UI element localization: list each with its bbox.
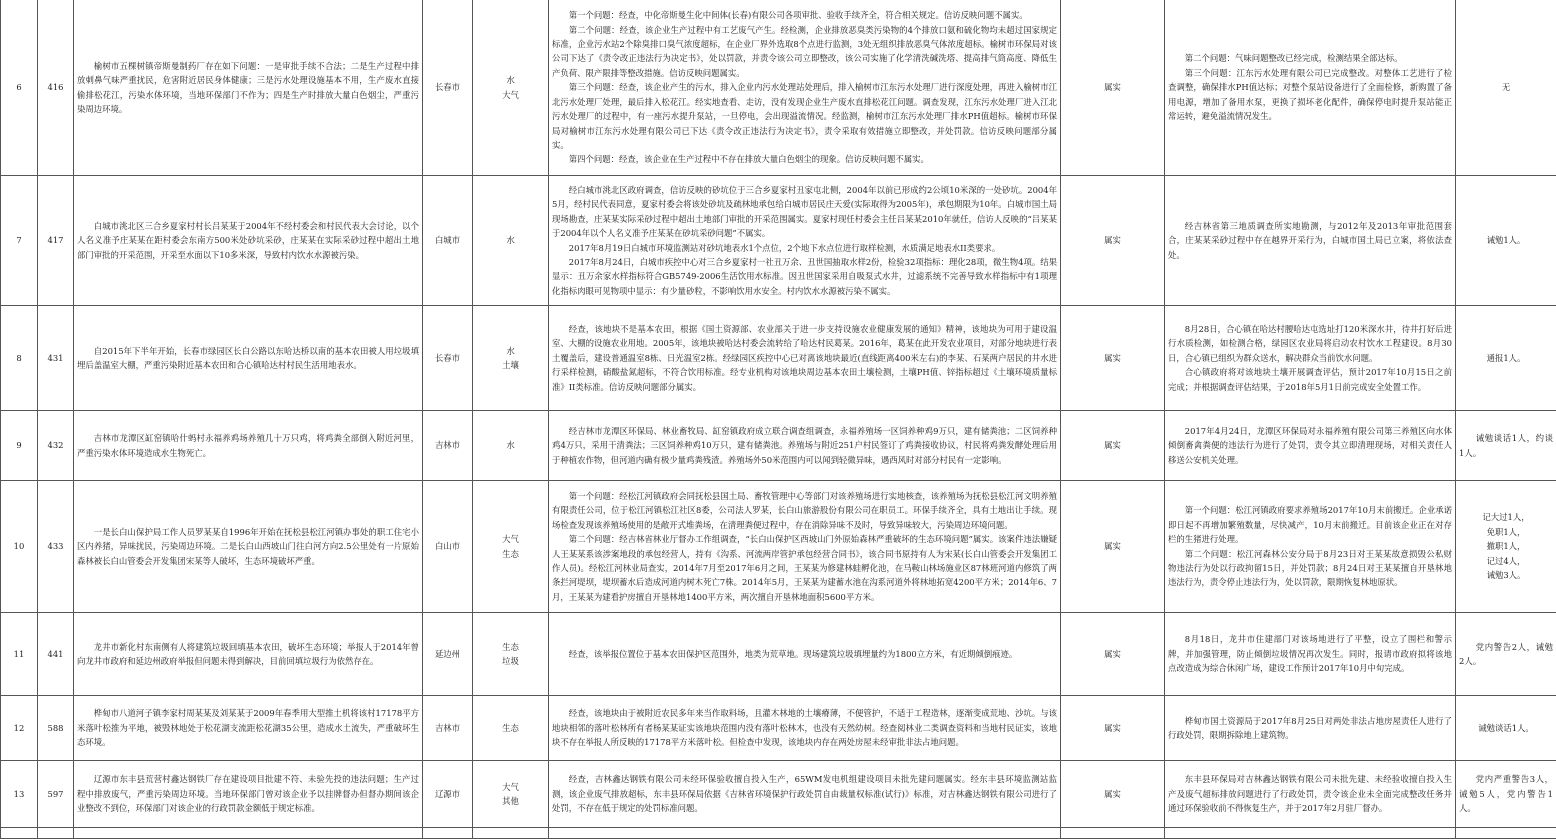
row-number: 6	[16, 82, 21, 92]
rectification-cell	[1165, 761, 1456, 828]
accountability-item: 诫勉谈话1人，约谈1人。	[1459, 431, 1553, 460]
seq-cell	[1, 761, 38, 828]
complaint-cell	[74, 761, 423, 828]
complaint-paragraph: 一是长白山保护局工作人员罗某某自1996年开始在抚松县松江河镇办事处的职工住宅小区内养猪，异味扰民，污染周边环境。二是长白山西坡山门往白河方向2.5公里处有一片原始森林被长白山管委会开发集团宋某等人破坏，生态环境破坏严重。	[77, 525, 419, 568]
table-row	[1, 176, 1556, 306]
verdict-cell	[1061, 176, 1165, 306]
seq-cell	[1, 176, 38, 306]
findings-cell	[549, 0, 1061, 176]
rectification-cell	[1165, 613, 1456, 696]
accountability-item: 撤职1人，	[1459, 539, 1553, 553]
city: 长春市	[435, 82, 460, 92]
pollution-type-cell	[473, 696, 549, 761]
verdict: 属实	[1104, 789, 1121, 799]
pollution-type: 其他	[476, 794, 545, 808]
complaint-cell	[74, 696, 423, 761]
pollution-type: 垃圾	[476, 654, 545, 668]
finding-paragraph: 第四个问题：经查，该企业在生产过程中不存在排放大量白色烟尘的现象。信访反映问题不属实。	[552, 152, 1057, 166]
case-id: 433	[48, 541, 64, 551]
table-row	[1, 0, 1556, 176]
verdict: 属实	[1104, 82, 1121, 92]
rectification-paragraph: 合心镇政府将对该地块土壤开展调查评估，预计2017年10月15日之前完成；并根据调查评估结果，于2018年5月1日前完成安全处置工作。	[1168, 365, 1452, 394]
complaint-cell	[74, 613, 423, 696]
table-row	[1, 613, 1556, 696]
table-row	[1, 761, 1556, 828]
complaint-paragraph: 自2015年下半年开始，长春市绿园区长白公路以东哈达桥以南的基本农田被人用垃圾填埋后盖温室大棚，严重污染附近基本农田和合心镇哈达村村民生活用地表水。	[77, 344, 419, 373]
pollution-type: 土壤	[476, 358, 545, 372]
pollution-type-cell	[473, 176, 549, 306]
rectification-paragraph: 8月18日，龙井市住建部门对该场地进行了平整，设立了围栏和警示牌，并加强管理，防止倾倒垃圾情况再次发生。同时，报请市政府拟将该地点改造成为综合休闲广场，建设工作预计2017年10月中旬完成。	[1168, 632, 1452, 675]
pollution-type: 水	[476, 233, 545, 247]
city: 长春市	[435, 353, 460, 363]
findings-cell	[549, 481, 1061, 613]
pollution-type-cell	[473, 306, 549, 411]
complaint-cell	[74, 176, 423, 306]
empty-cell	[423, 828, 473, 839]
accountability-cell	[1456, 696, 1556, 761]
city-cell	[423, 0, 473, 176]
row-number: 13	[14, 789, 25, 799]
accountability-item: 免职1人，	[1459, 525, 1553, 539]
pollution-type: 生态	[476, 547, 545, 561]
table-row	[1, 696, 1556, 761]
verdict: 属实	[1104, 235, 1121, 245]
empty-cell	[1061, 828, 1165, 839]
findings-cell	[549, 613, 1061, 696]
finding-paragraph: 2017年8月24日，白城市疾控中心对三合乡夏家村一社丑万余、丑世国抽取水样2份，检验32项指标：理化28项，微生物4项。结果显示：丑万余家水样指标符合GB5749-2006生活饮用水标准。因丑世国家采用自吸泵式水井，过滤系统不完善导致水样指标中有1项理化指标肉眼可见物项中显示：有少量砂粒，不影响饮用水安全。村内饮水水源被污染不属实。	[552, 255, 1057, 298]
complaint-paragraph: 桦甸市八道河子镇李家村周某某及刘某某于2009年春季用大型推土机将该村17178平方米落叶松推为平地，被毁林地处于松花湖支流距松花湖35公里，造成水土流失，严重破坏生态环境。	[77, 706, 419, 749]
pollution-type-cell	[473, 481, 549, 613]
case-id-cell	[38, 411, 74, 481]
pollution-type: 大气	[476, 780, 545, 794]
case-id-cell	[38, 696, 74, 761]
finding-paragraph: 经查，该举报位置位于基本农田保护区范围外，地类为荒草地。现场建筑垃圾填埋量约为1800立方米，有近期倾倒痕迹。	[552, 647, 1057, 661]
city: 白城市	[435, 235, 460, 245]
accountability-item: 诫勉3人。	[1459, 568, 1553, 582]
empty-cell	[1456, 828, 1556, 839]
table-body	[1, 0, 1556, 839]
findings-cell	[549, 306, 1061, 411]
table-row	[1, 411, 1556, 481]
verdict: 属实	[1104, 353, 1121, 363]
rectification-paragraph: 8月28日，合心镇在哈达村腰哈达屯选址打120米深水井，待井打好后进行水质检测，如检测合格，绿园区农业局将启动农村饮水工程建设。8月30日，合心镇已组织为群众送水，解决群众当前饮水问题。	[1168, 322, 1452, 365]
case-id: 432	[48, 440, 64, 450]
city: 吉林市	[435, 440, 460, 450]
finding-paragraph: 第一个问题：经查，中化帝斯曼生化中间体(长春)有限公司各项审批、验收手续齐全，符合相关规定。信访反映问题不属实。	[552, 8, 1057, 22]
pollution-type: 大气	[476, 88, 545, 102]
rectification-paragraph: 第一个问题：松江河镇政府要求养殖场2017年10月末前搬迁。企业承诺即日起不再增加繁殖数量，尽快减产，10月末前搬迁。目前该企业正在对存栏的生猪进行处理。	[1168, 503, 1452, 546]
row-number: 12	[14, 723, 25, 733]
complaint-paragraph: 吉林市龙潭区缸窑镇哈什蚂村永福养鸡场养殖几十万只鸡，将鸡粪全部倒入附近河里，严重污染水体环境造成水生物死亡。	[77, 431, 419, 460]
case-id: 431	[48, 353, 64, 363]
accountability-cell	[1456, 0, 1556, 176]
verdict-cell	[1061, 411, 1165, 481]
pollution-type-cell	[473, 761, 549, 828]
city-cell	[423, 481, 473, 613]
seq-cell	[1, 481, 38, 613]
finding-paragraph: 经查，该地块不是基本农田，根据《国土资源部、农业部关于进一步支持设施农业健康发展的通知》精神，该地块为可用于建设温室、大棚的设施农业用地。2005年，该地块被哈达村委会流转给了哈达村民葛某。2016年，葛某在此开发农业项目，对部分地块进行表土覆盖后，建设普通温室8栋、日光温室2栋。经绿园区疾控中心已对离该地块最近(直线距离400米左右)的李某、石某两户居民的井水进行采样检测，硝酸盐氮超标，不符合饮用标准。经专业机构对该地块周边基本农田土壤检测，土壤PH值、锌指标超过《土壤环境质量标准》II类标准。信访反映问题部分属实。	[552, 322, 1057, 394]
pollution-type: 水	[476, 438, 545, 452]
empty-cell	[1, 828, 38, 839]
accountability-cell	[1456, 176, 1556, 306]
accountability-item: 党内警告2人，诫勉2人。	[1459, 640, 1553, 669]
rectification-cell	[1165, 306, 1456, 411]
rectification-cell	[1165, 696, 1456, 761]
case-id: 416	[48, 82, 64, 92]
empty-cell	[549, 828, 1061, 839]
complaint-paragraph: 龙井市新化村东南侧有人将建筑垃圾回填基本农田，破坏生态环境；举报人于2014年曾向龙井市政府和延边州政府举报但问题未得到解决，目前回填垃圾行为依然存在。	[77, 640, 419, 669]
rectification-cell	[1165, 481, 1456, 613]
city: 延边州	[435, 649, 460, 659]
complaint-paragraph: 榆树市五棵树镇帝斯曼制药厂存在如下问题：一是审批手续不合法；二是生产过程中排放刺鼻气味严重扰民，危害附近居民身体健康；三是污水处理设施基本不用，生产废水直接偷排松花江，污染水体环境，当地环保部门不作为；四是生产时排放大量白色烟尘，严重污染周边环境。	[77, 59, 419, 117]
accountability-item: 记过4人，	[1459, 554, 1553, 568]
case-id: 417	[48, 235, 64, 245]
verdict-cell	[1061, 696, 1165, 761]
complaint-cell	[74, 481, 423, 613]
rectification-paragraph: 东丰县环保局对吉林鑫达钢铁有限公司未批先建、未经验收擅自投入生产及废气超标排放问题进行了行政处罚，责令该企业未全面完成整改任务并通过环保验收前不得恢复生产，并于2017年2月驻厂督办。	[1168, 772, 1452, 815]
verdict-cell	[1061, 481, 1165, 613]
pollution-type-cell	[473, 411, 549, 481]
empty-cell	[1165, 828, 1456, 839]
verdict-cell	[1061, 761, 1165, 828]
finding-paragraph: 2017年8月19日白城市环境监测站对砂坑地表水1个点位，2个地下水点位进行取样检测，水质满足地表水II类要求。	[552, 241, 1057, 255]
row-number: 10	[14, 541, 25, 551]
rectification-cell	[1165, 176, 1456, 306]
city: 白山市	[435, 541, 460, 551]
finding-paragraph: 第三个问题：经查，该企业产生的污水，排入企业内污水处理站处理后，排入榆树市江东污水处理厂进行深度处理，再进入榆树市江北污水处理厂处理，最后排入松花江。经实地查看、走访，没有发现企业生产废水直排松花江问题。调查发现，江东污水处理厂进入江北污水处理厂的过程中，有一座污水提升泵站，一旦停电，会出现溢流情况。经监测，榆树市江东污水处理厂排水PH值超标。榆树市环保局对榆树市江东污水处理有限公司已下达《责令改正违法行为决定书》，责令采取有效措施立即整改，并处罚款。信访反映问题部分属实。	[552, 80, 1057, 152]
accountability-cell	[1456, 411, 1556, 481]
case-id: 588	[48, 723, 64, 733]
case-id-cell	[38, 176, 74, 306]
table-row	[1, 481, 1556, 613]
seq-cell	[1, 0, 38, 176]
finding-paragraph: 经吉林市龙潭区环保局、林业畜牧局、缸窑镇政府成立联合调查组调查，永福养殖场一区饲养种鸡9万只，建有储粪池；二区饲养种鸡4万只，采用干清粪法；三区饲养种鸡10万只，建有储粪池。养殖场与附近251户村民签订了鸡粪接收协议，村民将鸡粪发酵处理后用于种植农作物，但河道内确有极少量鸡粪残渣。养殖场外50米范围内可以闻到轻微异味，遇西风时对部分村民有一定影响。	[552, 424, 1057, 467]
complaint-cell	[74, 306, 423, 411]
case-id-cell	[38, 0, 74, 176]
row-number: 9	[16, 440, 21, 450]
rectification-cell	[1165, 411, 1456, 481]
accountability-item: 无	[1459, 80, 1553, 94]
complaint-paragraph: 辽源市东丰县荒营村鑫达钢铁厂存在建设项目批建不符、未验先投的违法问题；生产过程中排放废气，严重污染周边环境。当地环保部门曾对该企业予以挂牌督办但督办期间该企业整改不到位，环保部门对该企业的行政罚款金额低于规定标准。	[77, 772, 419, 815]
findings-cell	[549, 696, 1061, 761]
accountability-item: 通报1人。	[1459, 351, 1553, 365]
accountability-item: 党内严重警告3人，诫勉5人，党内警告1人。	[1459, 772, 1553, 815]
rectification-paragraph: 2017年4月24日，龙潭区环保局对永福养殖有限公司第三养殖区向水体倾倒畜禽粪便的违法行为进行了处罚，责令其立即清理现场，对相关责任人移送公安机关处理。	[1168, 424, 1452, 467]
complaint-cell	[74, 0, 423, 176]
rectification-paragraph: 第二个问题：气味问题整改已经完成，检测结果全部达标。	[1168, 51, 1452, 65]
complaint-cell	[74, 411, 423, 481]
accountability-item: 记大过1人，	[1459, 510, 1553, 524]
verdict-cell	[1061, 0, 1165, 176]
seq-cell	[1, 696, 38, 761]
accountability-cell	[1456, 306, 1556, 411]
rectification-paragraph: 桦甸市国土资源局于2017年8月25日对两处非法占地房屋责任人进行了行政处罚，限期拆除地上建筑物。	[1168, 714, 1452, 743]
case-id-cell	[38, 761, 74, 828]
table-row	[1, 306, 1556, 411]
pollution-type: 水	[476, 344, 545, 358]
finding-paragraph: 经白城市洮北区政府调查，信访反映的砂坑位于三合乡夏家村丑家屯北侧，2004年以前已形成约2公顷10米深的一处砂坑。2004年5月，经村民代表同意，夏家村委会将该处砂坑及疏林地承包给白城市居民庄天爱(实际取得为2005年)，承包期限为10年。白城市国土局现场勘查，庄某某实际采砂过程中超出土地部门审批的开采范围属实。夏家村现任村委会主任吕某某2010年就任，信访人反映的“吕某某于2004年以个人名义准予庄某某在砂坑采砂问题”不属实。	[552, 183, 1057, 241]
accountability-cell	[1456, 481, 1556, 613]
finding-paragraph: 第二个问题：经吉林省林业厅督办工作组调查，“长白山保护区西坡山门外原始森林严重破坏的生态环境问题”属实。该案件违法嫌疑人王某某系该涉案地段的承包经营人，持有《沟系、河流两岸管护承包经营合同书》，该合同书原持有人为宋某(长白山管委会开发集团工作人员)。经松江河林业局查实，2014年7月至2017年6月之间，王某某为修建林蛙孵化池，在马鞍山林场施业区87林班河道内修筑了两条拦河堤坝，堤坝蓄水后造成河道内树木死亡7株。2014年5月，王某某为建蓄水池在沟系河道外将林地拓宽4200平方米；2014年6、7月，王某某为建看护房擅自开垦林地1400平方米，两次擅自开垦林地面积5600平方米。	[552, 532, 1057, 604]
rectification-paragraph: 第三个问题：江东污水处理有限公司已完成整改。对整体工艺进行了检查调整，确保排水PH值达标；对整个泵站设备进行了全面检修，新购置了备用电源，增加了备用水泵，更换了损坏老化配件，确保停电时提升泵站能正常运转，避免溢流情况发生。	[1168, 66, 1452, 124]
row-number: 7	[16, 235, 21, 245]
accountability-cell	[1456, 613, 1556, 696]
city: 辽源市	[435, 789, 460, 799]
complaint-paragraph: 白城市洮北区三合乡夏家村村长吕某某于2004年不经村委会和村民代表大会讨论，以个人名义准予庄某某在距村委会东南方500米处砂坑采砂，庄某某在实际采砂过程中超出土地部门审批的开采范围，开采至水面以下10多米深，导致村内饮水水源被污染。	[77, 219, 419, 262]
table-row-partial	[1, 828, 1556, 839]
city-cell	[423, 176, 473, 306]
seq-cell	[1, 411, 38, 481]
empty-cell	[38, 828, 74, 839]
finding-paragraph: 经查，吉林鑫达钢铁有限公司未经环保验收擅自投入生产，65WM发电机组建设项目未批先建问题属实。经东丰县环境监测站监测，该企业废气排放超标，东丰县环保局依据《吉林省环境保护行政处罚自由裁量权标准(试行)》标准，对吉林鑫达钢铁有限公司进行了处罚，不存在低于规定的处罚标准问题。	[552, 772, 1057, 815]
finding-paragraph: 第二个问题：经查，该企业生产过程中有工艺废气产生。经检测，企业排放恶臭类污染物的4个排放口氨和硫化物均未超过国家规定标准，企业污水站2个除臭排口臭气浓度超标，在企业厂界外选取8个点进行监测，3处无组织排放恶臭气体浓度超标。榆树市环保局对该公司下达了《责令改正违法行为决定书》，处以罚款，并责令该公司立即整改，该公司实施了化学清洗碱洗塔、提高排气筒高度、降低生产负荷、限产限排等整改措施。信访反映问题属实。	[552, 23, 1057, 81]
city-cell	[423, 613, 473, 696]
pollution-type: 生态	[476, 721, 545, 735]
rectification-cell	[1165, 0, 1456, 176]
case-id-cell	[38, 306, 74, 411]
pollution-type: 大气	[476, 532, 545, 546]
case-id-cell	[38, 613, 74, 696]
verdict: 属实	[1104, 440, 1121, 450]
pollution-type-cell	[473, 0, 549, 176]
city-cell	[423, 411, 473, 481]
rectification-paragraph: 第二个问题：松江河森林公安分局于8月23日对王某某故意损毁公私财物违法行为处以行政拘留15日，并处罚款；8月24日对王某某擅自开垦林地违法行为，责令停止违法行为，处以罚款，限期恢复林地原状。	[1168, 547, 1452, 590]
row-number: 8	[16, 353, 21, 363]
verdict-cell	[1061, 613, 1165, 696]
accountability-item: 诫勉谈话1人。	[1459, 721, 1553, 735]
findings-cell	[549, 411, 1061, 481]
finding-paragraph: 经查，该地块由于被附近农民多年来当作取料场，且灌木林地的土壤瘠薄，不便管护，不适于工程造林，逐渐变成荒地、沙坑。与该地块相邻的落叶松林所有者杨某某证实该地块范围内没有落叶松林木，也没有天然幼树。经查阅林业二类调查资料和当地村民证实，该地块不存在举报人所反映的17178平方米落叶松。但检查中发现，该地块内存在两处房屋未经审批非法占地问题。	[552, 706, 1057, 749]
empty-cell	[473, 828, 549, 839]
pollution-type-cell	[473, 613, 549, 696]
accountability-cell	[1456, 761, 1556, 828]
city-cell	[423, 306, 473, 411]
case-id: 441	[48, 649, 64, 659]
case-id-cell	[38, 481, 74, 613]
accountability-item: 诫勉1人。	[1459, 233, 1553, 247]
findings-cell	[549, 761, 1061, 828]
finding-paragraph: 第一个问题：经松江河镇政府会同抚松县国土局、畜牧管理中心等部门对该养殖场进行实地核查，该养殖场为抚松县松江河文明养殖有限责任公司，位于松江河镇松江社区8委，公司法人罗某，长白山旅游股份有限公司在职员工。环保手续齐全，具有土地出让手续。现场检查发现该养殖场使用的是敞开式堆粪场，在清理粪便过程中，存在消除异味不及时，导致异味较大，污染周边环境问题。	[552, 489, 1057, 532]
row-number: 11	[14, 649, 25, 659]
empty-cell	[74, 828, 423, 839]
city: 吉林市	[435, 723, 460, 733]
seq-cell	[1, 613, 38, 696]
verdict: 属实	[1104, 723, 1121, 733]
city-cell	[423, 761, 473, 828]
verdict-cell	[1061, 306, 1165, 411]
pollution-type: 生态	[476, 640, 545, 654]
case-id: 597	[48, 789, 64, 799]
pollution-type: 水	[476, 73, 545, 87]
verdict: 属实	[1104, 649, 1121, 659]
findings-cell	[549, 176, 1061, 306]
verdict: 属实	[1104, 541, 1121, 551]
city-cell	[423, 696, 473, 761]
rectification-paragraph: 经吉林省第三地质调查所实地勘测，与2012年及2013年审批范围套合，庄某某采砂过程中存在越界开采行为，白城市国土局已立案，将依法查处。	[1168, 219, 1452, 262]
seq-cell	[1, 306, 38, 411]
